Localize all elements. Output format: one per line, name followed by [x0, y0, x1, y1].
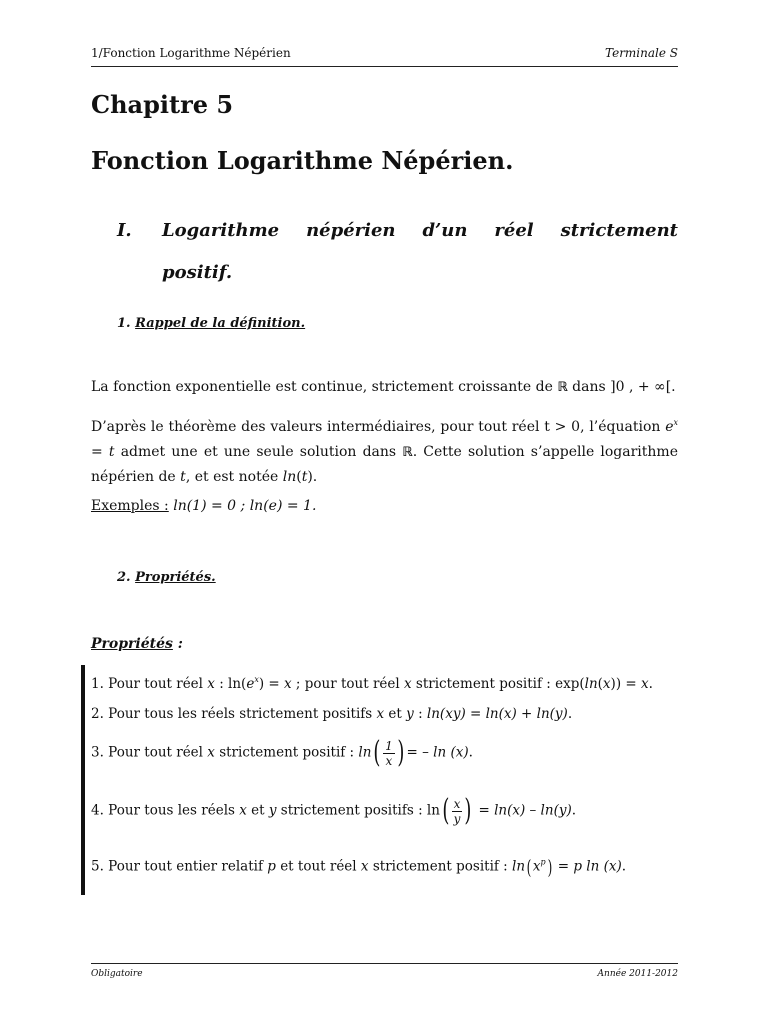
- paragraph-text: D’après le théorème des valeurs intermédiaires, pour tout réel t > 0, l’équation: [91, 419, 666, 435]
- paragraph-exponential: [91, 375, 678, 400]
- prop-text: strictement positif :: [368, 858, 513, 875]
- math-e: e: [665, 419, 674, 435]
- real-numbers-symbol: ℝ: [402, 445, 413, 460]
- math-t: t: [108, 444, 115, 460]
- math-y: y: [268, 802, 277, 819]
- math-x: x: [376, 706, 385, 722]
- property-4: [91, 793, 577, 828]
- paragraph-text: admet une et une seule solution dans: [114, 444, 403, 460]
- prop-text: 2. Pour tous les réels strictement positifs: [91, 706, 377, 722]
- math-expression: ln(x) – ln(y): [494, 802, 572, 819]
- right-paren: ): [397, 735, 405, 770]
- math-x: x: [284, 676, 292, 692]
- subsection-number: 2.: [117, 570, 131, 585]
- section-title-line2: positif.: [162, 262, 233, 283]
- paragraph-text: , et est notée: [185, 469, 283, 485]
- math-ln: ln: [358, 744, 372, 761]
- math-x: x: [207, 676, 215, 692]
- section-title-line1: Logarithme népérien d’un réel strictement: [162, 220, 678, 241]
- right-paren: ): [464, 793, 472, 828]
- paragraph-definition: [91, 410, 678, 490]
- math-ln: ln: [282, 469, 297, 485]
- math-ln: ln: [584, 676, 598, 692]
- prop-text: = –: [406, 744, 434, 761]
- prop-text: strictement positif : exp(: [411, 676, 585, 692]
- fraction-numerator: 1: [385, 738, 393, 753]
- fraction: [383, 739, 395, 768]
- math-x: x: [239, 802, 247, 819]
- subsection-number: 1.: [117, 316, 131, 331]
- properties-heading: [91, 636, 183, 652]
- prop-text: strictement positifs : ln: [276, 802, 440, 819]
- properties-heading-colon: :: [172, 636, 183, 652]
- prop-text: 4. Pour tous les réels: [91, 802, 240, 819]
- prop-text: .: [567, 706, 573, 722]
- properties-margin-bar: [81, 665, 85, 895]
- prop-text: (: [597, 676, 603, 692]
- math-x: x: [602, 676, 611, 692]
- left-paren: (: [442, 793, 450, 828]
- left-paren: (: [373, 735, 381, 770]
- math-x: x: [640, 676, 649, 692]
- real-numbers-symbol: ℝ: [557, 380, 568, 395]
- prop-text: et: [384, 706, 407, 722]
- math-exponent: x: [673, 418, 678, 427]
- prop-text: .: [648, 676, 653, 692]
- math-expression: ln(xy) = ln(x) + ln(y): [426, 706, 568, 722]
- prop-text: .: [468, 744, 473, 761]
- math-exponent: p: [540, 857, 546, 867]
- prop-text: : ln(: [214, 676, 247, 692]
- examples-label: Exemples :: [91, 498, 169, 514]
- math-exponent: x: [254, 675, 259, 684]
- math-x: x: [532, 858, 541, 875]
- paragraph-text: =: [91, 444, 109, 460]
- math-t: t: [180, 469, 186, 485]
- prop-text: )) =: [610, 676, 641, 692]
- math-x: x: [404, 676, 412, 692]
- paragraph-text: ).: [307, 469, 318, 485]
- prop-text: et tout réel: [275, 858, 361, 875]
- property-5: [91, 857, 626, 877]
- prop-text: .: [621, 858, 627, 875]
- math-p: p: [267, 858, 276, 875]
- prop-text: et: [246, 802, 269, 819]
- page-footer: [91, 963, 678, 979]
- chapter-title: Fonction Logarithme Népérien.: [91, 146, 514, 175]
- math-x: x: [207, 744, 215, 761]
- math-x: x: [360, 858, 369, 875]
- subsection-heading-2: [117, 570, 216, 585]
- prop-text: 1. Pour tout réel: [91, 676, 208, 692]
- prop-text: =: [474, 802, 495, 819]
- fraction-denominator: y: [453, 811, 461, 826]
- examples-line: [91, 494, 678, 519]
- property-2: [91, 706, 572, 722]
- right-paren: ): [547, 855, 552, 879]
- math-expression: p ln (x): [573, 858, 622, 875]
- math-expression: ln (x): [433, 744, 469, 761]
- header-right-text: Terminale S: [605, 46, 678, 60]
- prop-text: ; pour tout réel: [291, 676, 404, 692]
- prop-text: strictement positif :: [214, 744, 359, 761]
- math-y: y: [406, 706, 414, 722]
- subsection-label: Propriétés.: [135, 570, 216, 585]
- running-header: [91, 44, 678, 67]
- prop-text: =: [553, 858, 574, 875]
- paragraph-text: La fonction exponentielle est continue, strictement croissante de: [91, 379, 558, 395]
- math-t: t: [301, 469, 308, 485]
- header-left-text: 1/Fonction Logarithme Népérien: [91, 46, 291, 60]
- footer-right-text: Année 2011-2012: [597, 969, 678, 979]
- fraction: [452, 797, 463, 826]
- prop-text: .: [571, 802, 577, 819]
- math-ln: ln: [512, 858, 526, 875]
- prop-text: ) =: [258, 676, 285, 692]
- prop-text: :: [413, 706, 427, 722]
- fraction-denominator: x: [385, 753, 393, 768]
- properties-heading-label: Propriétés: [91, 636, 173, 652]
- left-paren: (: [526, 855, 532, 879]
- paragraph-text: dans ]0 , + ∞[.: [567, 379, 676, 395]
- footer-left-text: Obligatoire: [91, 969, 143, 979]
- prop-text: 5. Pour tout entier relatif: [91, 858, 268, 875]
- section-number: I.: [117, 220, 132, 241]
- paragraph-text: (: [296, 469, 302, 485]
- property-3: [91, 735, 473, 770]
- subsection-heading-1: [117, 316, 305, 331]
- math-e: e: [246, 676, 255, 692]
- subsection-label: Rappel de la définition.: [135, 316, 306, 331]
- property-1: [91, 675, 653, 692]
- paragraph-text: . Cette solution s’appelle logarithme népérien de: [91, 444, 678, 485]
- fraction-numerator: x: [453, 796, 461, 811]
- prop-text: 3. Pour tout réel: [91, 744, 208, 761]
- examples-text: ln(1) = 0 ; ln(e) = 1.: [168, 498, 317, 514]
- chapter-heading: Chapitre 5: [91, 90, 234, 119]
